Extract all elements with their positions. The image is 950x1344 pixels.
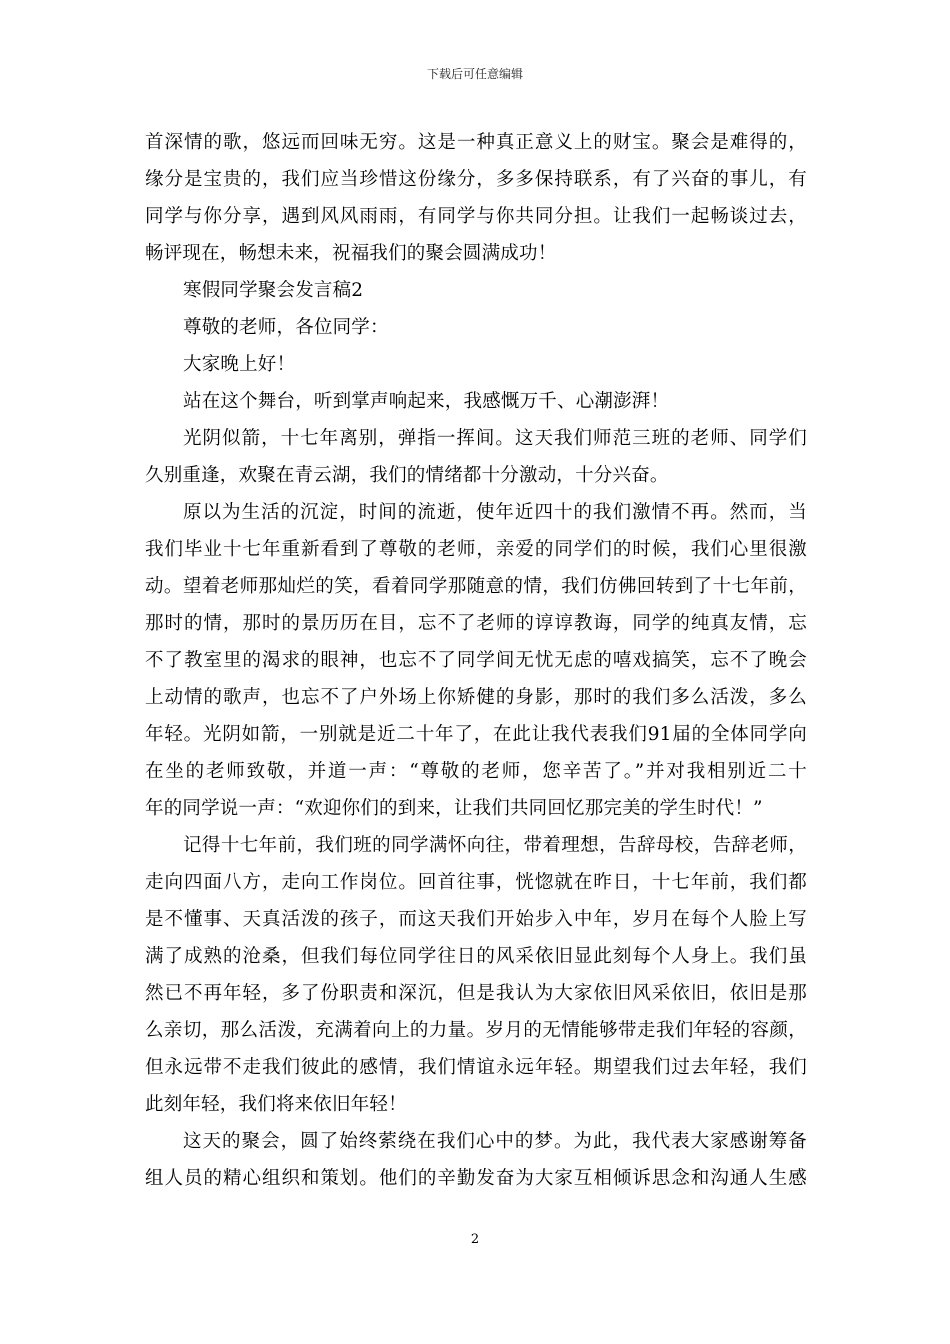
text-line: 不了教室里的渴求的眼神，也忘不了同学间无忧无虑的嘻戏搞笑，忘不了晚会 xyxy=(145,650,807,671)
text-line: 满了成熟的沧桑，但我们每位同学往日的风采依旧显此刻每个人身上。我们虽 xyxy=(145,946,807,967)
text-line: 年的同学说一声：“欢迎你们的到来，让我们共同回忆那完美的学生时代！” xyxy=(145,798,763,819)
text-line: 大家晚上好！ xyxy=(183,354,296,375)
paragraph xyxy=(145,383,807,420)
text-line: 但永远带不走我们彼此的感情，我们情谊永远年轻。期望我们过去年轻，我们 xyxy=(145,1057,807,1078)
page-number: 2 xyxy=(470,1232,480,1247)
text-line: 么亲切，那么活泼，充满着向上的力量。岁月的无情能够带走我们年轻的容颜， xyxy=(145,1020,807,1041)
text-line: 缘分是宝贵的，我们应当珍惜这份缘分，多多保持联系，有了兴奋的事儿，有 xyxy=(145,169,807,190)
paragraph xyxy=(145,1123,807,1197)
text-line: 光阴似箭，十七年离别，弹指一挥间。这天我们师范三班的老师、同学们 xyxy=(183,428,807,449)
text-line: 尊敬的老师，各位同学： xyxy=(183,317,389,338)
paragraph xyxy=(145,124,807,272)
text-line: 上动情的歌声，也忘不了户外场上你矫健的身影，那时的我们多么活泼，多么 xyxy=(145,687,807,708)
text-line: 原以为生活的沉淀，时间的流逝，使年近四十的我们激情不再。然而，当 xyxy=(183,502,807,523)
paragraph xyxy=(145,272,807,309)
text-line: 在坐的老师致敬，并道一声：“尊敬的老师，您辛苦了。”并对我相别近二十 xyxy=(145,761,807,782)
paragraph xyxy=(145,309,807,346)
paragraph xyxy=(145,346,807,383)
text-line: 年轻。光阴如箭，一别就是近二十年了，在此让我代表我们91届的全体同学向 xyxy=(145,724,807,745)
text-line: 久别重逢，欢聚在青云湖，我们的情绪都十分激动，十分兴奋。 xyxy=(145,465,669,486)
paragraph xyxy=(145,420,807,494)
text-line: 动。望着老师那灿烂的笑，看着同学那随意的情，我们仿佛回转到了十七年前， xyxy=(145,576,807,597)
text-line: 是不懂事、天真活泼的孩子，而这天我们开始步入中年，岁月在每个人脸上写 xyxy=(145,909,807,930)
text-line: 这天的聚会，圆了始终萦绕在我们心中的梦。为此，我代表大家感谢筹备 xyxy=(183,1131,807,1152)
paragraph xyxy=(145,827,807,1123)
text-line: 此刻年轻，我们将来依旧年轻！ xyxy=(145,1094,407,1115)
page-header: 下载后可任意编辑 xyxy=(426,67,523,81)
text-line: 走向四面八方，走向工作岗位。回首往事，恍惚就在昨日，十七年前，我们都 xyxy=(145,872,807,893)
document-body xyxy=(145,124,807,1197)
text-line: 那时的情，那时的景历历在目，忘不了老师的谆谆教诲，同学的纯真友情，忘 xyxy=(145,613,807,634)
text-line: 寒假同学聚会发言稿2 xyxy=(183,280,364,301)
paragraph xyxy=(145,494,807,827)
text-line: 畅评现在，畅想未来，祝福我们的聚会圆满成功！ xyxy=(145,243,557,264)
text-line: 组人员的精心组织和策划。他们的辛勤发奋为大家互相倾诉思念和沟通人生感 xyxy=(145,1168,807,1189)
text-line: 然已不再年轻，多了份职责和深沉，但是我认为大家依旧风采依旧，依旧是那 xyxy=(145,983,807,1004)
text-line: 我们毕业十七年重新看到了尊敬的老师，亲爱的同学们的时候，我们心里很激 xyxy=(145,539,807,560)
text-line: 记得十七年前，我们班的同学满怀向往，带着理想，告辞母校，告辞老师， xyxy=(183,835,807,856)
text-line: 首深情的歌，悠远而回味无穷。这是一种真正意义上的财宝。聚会是难得的， xyxy=(145,132,807,153)
text-line: 站在这个舞台，听到掌声响起来，我感慨万千、心潮澎湃！ xyxy=(183,391,670,412)
text-line: 同学与你分享，遇到风风雨雨，有同学与你共同分担。让我们一起畅谈过去， xyxy=(145,206,807,227)
